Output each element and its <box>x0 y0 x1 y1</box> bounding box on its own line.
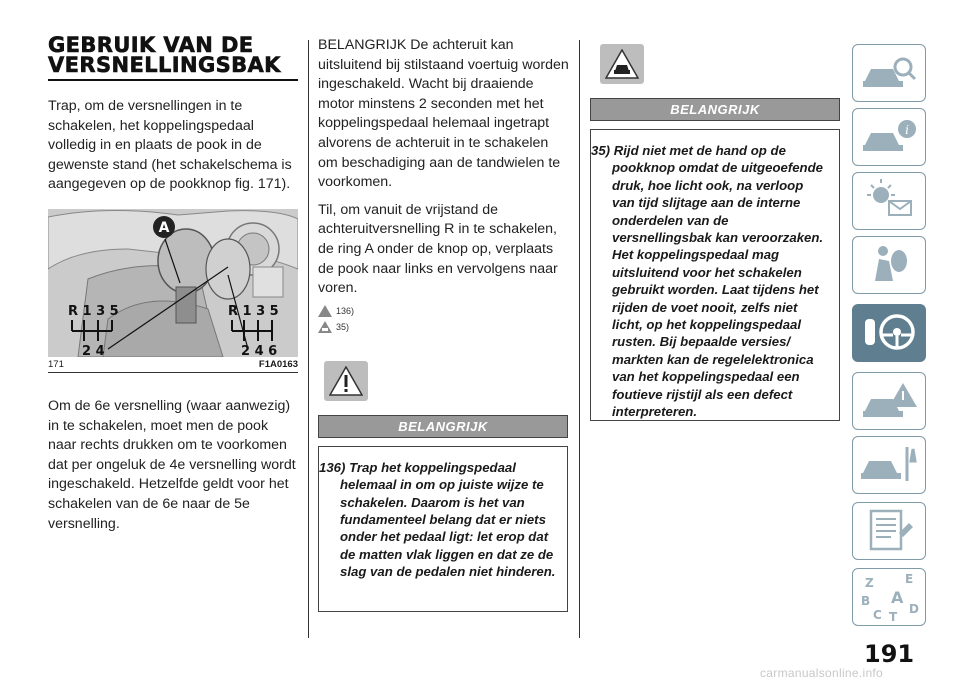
car-warning-icon <box>853 373 925 427</box>
reference-136[interactable] <box>318 305 570 317</box>
side-tab-car-tools[interactable] <box>852 436 926 494</box>
warning-text <box>319 447 567 591</box>
sixth-gear-paragraph: Om de 6e versnelling (waar aanwezig) in te schakelen, moet men de pook naar rechts drukken om te voorkomen dat per ongeluk de 4e versnelling wordt ingeschakeld. Hetzelfde geldt voor het schakelen van de 6e naar de 5e versnelling. <box>48 397 296 532</box>
shift-pattern-6speed-bottom: 2 4 6 <box>241 343 278 357</box>
warning-content: Trap het koppelingspedaal helemaal in om op juiste wijze te schakelen. Daarom is het van fundamenteel belang dat er niets onder het pedaal ligt: let erop dat de matten vlak liggen en dat ze de slag van de pedalen niet hinderen. <box>340 459 556 580</box>
heading-line: VERSNELLINGSBAK <box>48 53 281 77</box>
side-tab-car-search[interactable] <box>852 44 926 102</box>
warning-lights-icon <box>853 173 925 227</box>
page-heading <box>48 35 298 75</box>
warning-box-136 <box>318 415 568 612</box>
side-tab-steering-key[interactable] <box>852 304 926 362</box>
car-hazard-icon <box>605 49 639 79</box>
figure-caption <box>48 359 298 373</box>
shift-pattern-5speed-top: R 1 3 5 <box>68 303 119 319</box>
index-letter: A <box>891 588 904 607</box>
watermark: carmanualsonline.info <box>760 666 884 680</box>
reference-label: 136) <box>336 305 355 316</box>
car-warning-icon-tile <box>600 44 644 84</box>
warning-triangle-icon <box>318 305 332 317</box>
car-search-icon <box>853 45 925 99</box>
page-number: 191 <box>864 640 915 668</box>
warning-text <box>591 130 839 431</box>
index-letter: E <box>905 572 914 586</box>
car-hazard-icon <box>318 321 332 333</box>
warning-heading: BELANGRIJK <box>318 415 568 438</box>
index-letter: T <box>889 610 898 623</box>
gearshift-illustration <box>48 209 298 357</box>
heading-line: GEBRUIK VAN DE <box>48 33 254 57</box>
airbag-person-icon <box>853 237 925 291</box>
side-tab-car-info[interactable] <box>852 108 926 166</box>
column-1 <box>48 0 298 534</box>
index-letter: B <box>861 594 871 608</box>
shift-pattern-6speed-top: R 1 3 5 <box>228 303 279 319</box>
column-2 <box>318 0 570 612</box>
car-info-icon <box>853 109 925 163</box>
heading-underline <box>48 79 298 81</box>
side-tab-airbag[interactable] <box>852 236 926 294</box>
reverse-howto-paragraph: Til, om vanuit de vrijstand de achteruitversnelling R in te schakelen, de ring A onder de knop op, verplaats de pook naar links en vervolgens naar voren. <box>318 201 558 297</box>
warning-body <box>590 129 840 421</box>
warning-content: Rijd niet met de hand op de pookknop omdat de uitgeoefende druk, hoe licht ook, na verloop van tijd slijtage aan de interne onderdelen van de versnellingsbak kan veroorzaken. Het koppelingspedaal mag uitsluitend voor het schakelen gebruikt worden. Laat tijdens het rijden de voet nooit, zelfs niet licht, op het koppelingspedaal rusten. Bij bepaalde versies/ markten kan de regelelektronica van het koppelingspedaal een foutieve rijstijl als een defect interpreteren. <box>612 143 824 420</box>
side-tab-alphabet-index[interactable] <box>852 568 926 626</box>
column-separator <box>579 40 580 638</box>
warning-heading: BELANGRIJK <box>590 98 840 121</box>
warning-body <box>318 446 568 612</box>
intro-paragraph: Trap, om de versnellingen in te schakelen, het koppelingspedaal volledig in en plaats de pook in de gewenste stand (het schakelschema is aangegeven op de pookknop fig. 171). <box>48 98 292 193</box>
specs-list-icon <box>853 503 925 557</box>
side-tab-car-warning[interactable] <box>852 372 926 430</box>
svg-text:i: i <box>905 123 909 137</box>
callout-a-label: A <box>158 219 170 236</box>
side-tab-warning-lights[interactable] <box>852 172 926 230</box>
side-tab-specs[interactable] <box>852 502 926 560</box>
gearshift-figure <box>48 209 298 357</box>
figure-number: 171 <box>48 358 64 370</box>
index-letter: C <box>873 608 882 622</box>
column-separator <box>308 40 309 638</box>
warning-icon-tile <box>324 361 368 401</box>
steering-key-icon <box>853 305 925 359</box>
index-letter: Z <box>865 576 874 590</box>
index-letter: D <box>909 602 919 616</box>
reverse-paragraph: BELANGRIJK De achteruit kan uitsluitend bij stilstaand voertuig worden ingeschakeld. Wacht bij draaiende motor minstens 2 seconden met het koppelingspedaal helemaal ingetrapt alvorens de achteruit in te schakelen om beschadiging aan de tandwielen te voorkomen. <box>318 37 569 191</box>
alphabet-index-icon <box>853 569 925 623</box>
shift-pattern-5speed-bottom: 2 4 <box>82 343 105 357</box>
warning-box-35 <box>590 98 840 421</box>
reference-35[interactable] <box>318 321 570 333</box>
exclamation-icon <box>329 366 363 396</box>
reference-label: 35) <box>336 321 350 332</box>
warning-number: 136) <box>319 459 346 475</box>
car-tools-icon <box>853 437 925 491</box>
warning-number: 35) <box>591 143 611 158</box>
figure-code: F1A0163 <box>258 358 298 370</box>
column-3 <box>590 0 840 421</box>
